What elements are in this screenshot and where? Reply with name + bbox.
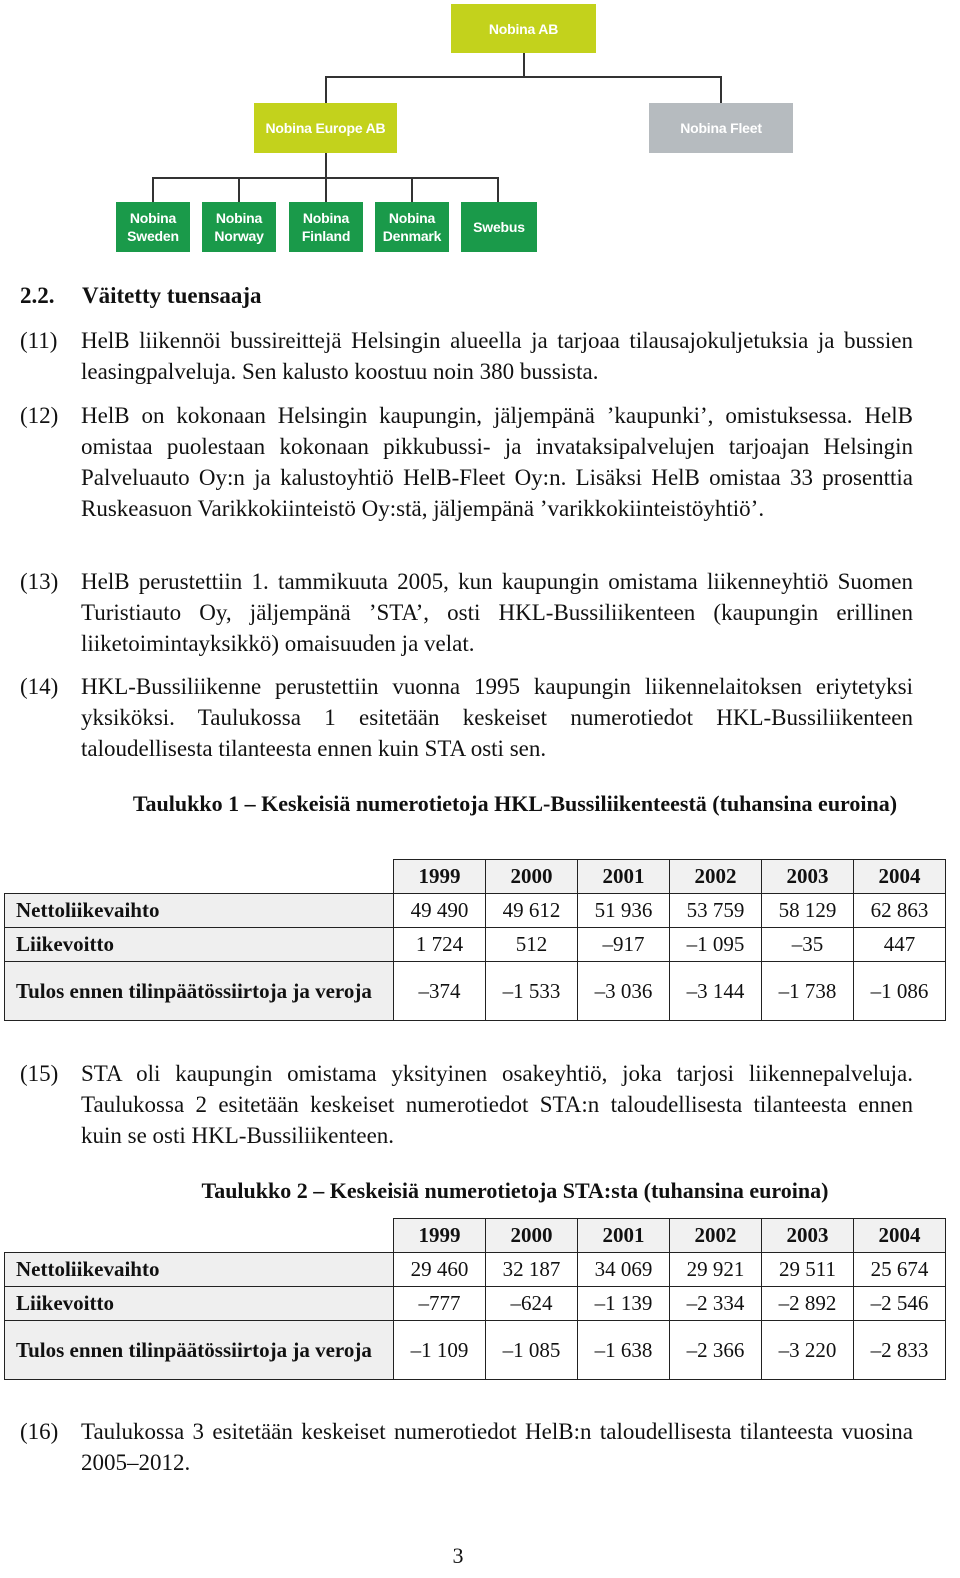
org-box-label: Nobina [215,210,263,226]
paragraph-16 [20,1416,913,1478]
paragraph-text: HKL-Bussiliikenne perustettiin vuonna 1995 kaupungin liikennelaitoksen eriytetyksi yksiköksi. Taulukossa 1 esitetään keskeiset numerotiedot HKL-Bussiliikenteen taloudellisesta tilanteesta ennen kuin STA osti sen. [81,674,913,761]
org-box-swebus [461,202,537,252]
org-box-label: Nobina [129,210,177,226]
table-cell: –2 334 [670,1287,762,1321]
connector-line [325,177,327,202]
paragraph-text: Taulukossa 3 esitetään keskeiset numerotiedot HelB:n taloudellisesta tilanteesta vuosina 2005–2012. [81,1419,913,1475]
table-cell: 53 759 [670,894,762,928]
table-row [5,894,946,928]
section-title: Väitetty tuensaaja [82,283,262,308]
org-box-label: Nobina [388,210,436,226]
connector-line [152,177,154,202]
table-cell: 49 612 [486,894,578,928]
org-box-nobina-europe [254,103,397,153]
table-cell: –1 638 [578,1321,670,1380]
connector-line [325,153,327,178]
table-cell: 34 069 [578,1253,670,1287]
year-header: 2002 [670,860,762,894]
year-header: 2003 [762,860,854,894]
org-box-label: Swebus [473,219,525,235]
table1-caption: Taulukko 1 – Keskeisiä numerotietoja HKL-Bussiliikenteestä (tuhansina euroina) [132,791,898,816]
page-number: 3 [452,1543,464,1568]
org-box-nobina-ab [451,4,596,53]
year-header: 1999 [394,860,486,894]
connector-line [497,177,499,202]
org-box-label: Nobina Europe AB [265,120,386,136]
org-box-label: Norway [214,228,264,244]
table-cell: –374 [394,962,486,1021]
table-cell: –1 738 [762,962,854,1021]
table-cell: 29 921 [670,1253,762,1287]
paragraph-13 [20,566,913,659]
year-header: 2001 [578,860,670,894]
paragraph-text: HelB perustettiin 1. tammikuuta 2005, kun kaupungin omistama liikenneyhtiö Suomen Turistiauto Oy, jäljempänä ’STA’, osti HKL-Bussiliikenteen (kaupungin erillinen liiketoimintayksikkö) omaisuuden ja velat. [81,569,913,656]
table2 [4,1218,946,1380]
table-cell: 25 674 [854,1253,946,1287]
org-box-label: Denmark [382,228,442,244]
connector-line [523,53,525,77]
connector-line [238,177,240,202]
paragraph-number: (16) [20,1419,59,1444]
org-box-label: Nobina [302,210,350,226]
table-header-row [5,860,946,894]
table-cell: 447 [854,928,946,962]
table-cell: –1 095 [670,928,762,962]
paragraph-text: HelB on kokonaan Helsingin kaupungin, jäljempänä ’kaupunki’, omistuksessa. HelB omistaa puolestaan kokonaan pikkubussi- ja invataksipalvelujen tarjoajan Helsingin Palveluauto Oy:n ja kalustoyhtiö HelB-Fleet Oy:n. Lisäksi HelB omistaa 33 prosenttia Ruskeasuon Varikkokiinteistö Oy:stä, jäljempänä ’varikkokiinteistöyhtiö’. [81,403,913,521]
connector-line [720,76,722,103]
year-header: 2003 [762,1219,854,1253]
table1 [4,859,946,1021]
table-cell: 29 511 [762,1253,854,1287]
table-cell: 32 187 [486,1253,578,1287]
table-corner [5,1219,394,1253]
org-box-label: Nobina AB [488,20,559,37]
table-cell: –3 036 [578,962,670,1021]
paragraph-14 [20,671,913,764]
table-cell: –35 [762,928,854,962]
year-header: 2002 [670,1219,762,1253]
table-cell: –1 139 [578,1287,670,1321]
org-box-label: Nobina Fleet [680,120,762,136]
table2-caption: Taulukko 2 – Keskeisiä numerotietoja STA:sta (tuhansina euroina) [201,1178,829,1203]
table-cell: 51 936 [578,894,670,928]
section-number: 2.2. [20,283,55,308]
table-cell: 49 490 [394,894,486,928]
year-header: 2001 [578,1219,670,1253]
table-cell: 58 129 [762,894,854,928]
paragraph-text: HelB liikennöi bussireittejä Helsingin alueella ja tarjoaa tilausajokuljetuksia ja bussien leasingpalveluja. Sen kalusto koostuu noin 380 bussista. [81,328,913,384]
table-cell: –1 109 [394,1321,486,1380]
paragraph-12 [20,400,913,524]
table-row [5,928,946,962]
connector-line [325,76,722,78]
year-header: 2004 [854,1219,946,1253]
year-header: 2000 [486,1219,578,1253]
section-heading [20,283,262,309]
org-chart [0,0,960,270]
table-row [5,1287,946,1321]
connector-line [325,76,327,103]
table-cell: –2 366 [670,1321,762,1380]
table-cell: –2 892 [762,1287,854,1321]
paragraph-number: (11) [20,328,58,353]
table-cell: –917 [578,928,670,962]
org-box-label: Finland [301,228,351,244]
connector-line [411,177,413,202]
row-label: Nettoliikevaihto [5,1253,394,1287]
org-box-nobina-finland [289,202,363,252]
paragraph-number: (13) [20,569,59,594]
table-cell: –1 085 [486,1321,578,1380]
paragraph-11 [20,325,913,387]
table-corner [5,860,394,894]
row-label: Liikevoitto [5,1287,394,1321]
row-label: Tulos ennen tilinpäätössiirtoja ja veroja [5,1321,394,1380]
year-header: 2000 [486,860,578,894]
table-cell: –2 833 [854,1321,946,1380]
year-header: 1999 [394,1219,486,1253]
table-cell: –1 533 [486,962,578,1021]
org-box-nobina-denmark [375,202,449,252]
org-box-nobina-norway [202,202,276,252]
table-row [5,962,946,1021]
table-cell: 512 [486,928,578,962]
paragraph-number: (12) [20,403,59,428]
table-cell: –777 [394,1287,486,1321]
table-cell: –2 546 [854,1287,946,1321]
table-cell: –624 [486,1287,578,1321]
org-box-label: Sweden [127,228,179,244]
table-row [5,1253,946,1287]
table-cell: 29 460 [394,1253,486,1287]
table-cell: 1 724 [394,928,486,962]
paragraph-15 [20,1058,913,1151]
org-box-nobina-fleet [649,103,793,153]
row-label: Liikevoitto [5,928,394,962]
table-cell: –3 144 [670,962,762,1021]
table-cell: –3 220 [762,1321,854,1380]
year-header: 2004 [854,860,946,894]
table-row [5,1321,946,1380]
table-cell: 62 863 [854,894,946,928]
row-label: Nettoliikevaihto [5,894,394,928]
row-label: Tulos ennen tilinpäätössiirtoja ja veroja [5,962,394,1021]
org-box-nobina-sweden [116,202,190,252]
paragraph-text: STA oli kaupungin omistama yksityinen osakeyhtiö, joka tarjosi liikennepalveluja. Taulukossa 2 esitetään keskeiset numerotiedot STA:n taloudellisesta tilanteesta ennen kuin se osti HKL-Bussiliikenteen. [81,1061,913,1148]
table-header-row [5,1219,946,1253]
table-cell: –1 086 [854,962,946,1021]
paragraph-number: (15) [20,1061,59,1086]
paragraph-number: (14) [20,674,59,699]
